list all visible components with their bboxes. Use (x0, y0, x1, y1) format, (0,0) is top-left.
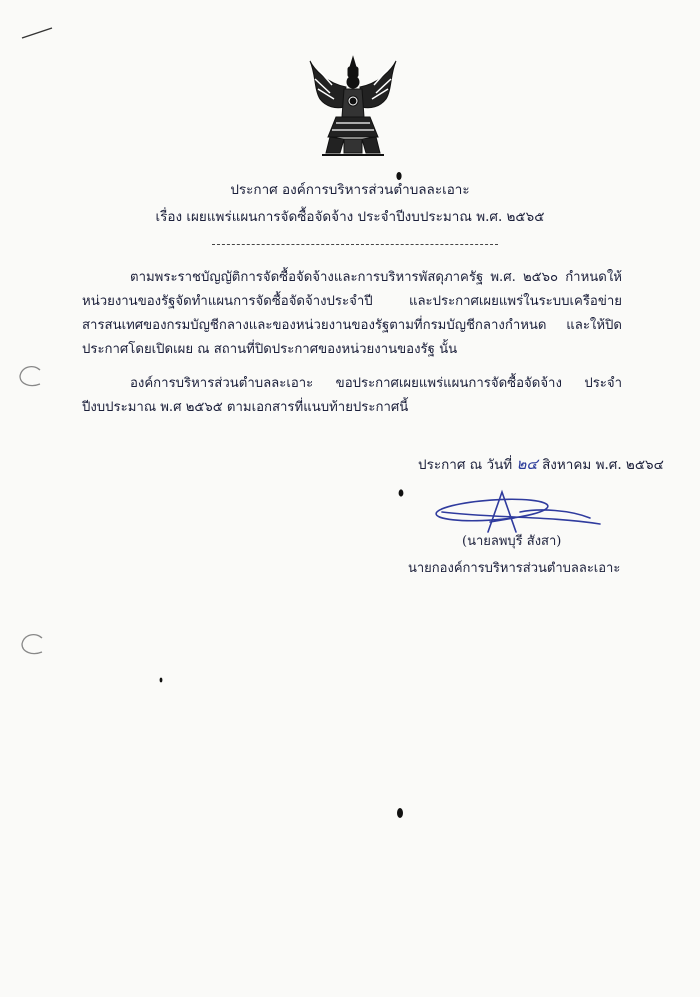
ink-dot (397, 488, 405, 498)
garuda-emblem-icon (306, 55, 400, 159)
punch-hole-bottom (18, 632, 48, 658)
ink-dot (395, 171, 403, 181)
signatory-name: (นายลพบุรี สังสา) (462, 534, 562, 549)
ink-dot (158, 676, 164, 684)
ink-dot (395, 806, 405, 820)
scan-stroke-mark (20, 26, 54, 40)
punch-hole-top (16, 364, 46, 390)
announcement-date (418, 452, 664, 476)
announcement-subject: เรื่อง เผยแพร่แผนการจัดซื้อจัดจ้าง ประจำปีงบประมาณ พ.ศ. ๒๕๖๕ (155, 209, 545, 225)
announcement-title: ประกาศ องค์การบริหารส่วนตำบลละเอาะ (230, 182, 470, 198)
body-paragraph-1: ตามพระราชบัญญัติการจัดซื้อจัดจ้างและการบริหารพัสดุภาครัฐ พ.ศ. ๒๕๖๐ กำหนดให้หน่วยงานของรัฐจัดทำแผนการจัดซื้อจัดจ้างประจำปี และประกาศเผยแพร่ในระบบเครือข่ายสารสนเทศของกรมบัญชีกลางและของหน่วยงานของรัฐตามที่กรมบัญชีกลางกำหนด และให้ปิดประกาศโดยเปิดเผย ณ สถานที่ปิดประกาศของหน่วยงานของรัฐ นั้น (82, 270, 622, 357)
signatory-position: นายกองค์การบริหารส่วนตำบลละเอาะ (408, 561, 621, 576)
body-paragraph-2: องค์การบริหารส่วนตำบลละเอาะ ขอประกาศเผยแพร่แผนการจัดซื้อจัดจ้าง ประจำปีงบประมาณ พ.ศ ๒๕๖๕ ตามเอกสารที่แนบท้ายประกาศนี้ (82, 376, 622, 415)
date-prefix: ประกาศ ณ วันที่ (418, 457, 513, 473)
separator-line (212, 244, 498, 245)
date-rest: สิงหาคม พ.ศ. ๒๕๖๔ (542, 457, 664, 473)
date-day: ๒๔ (516, 455, 538, 473)
